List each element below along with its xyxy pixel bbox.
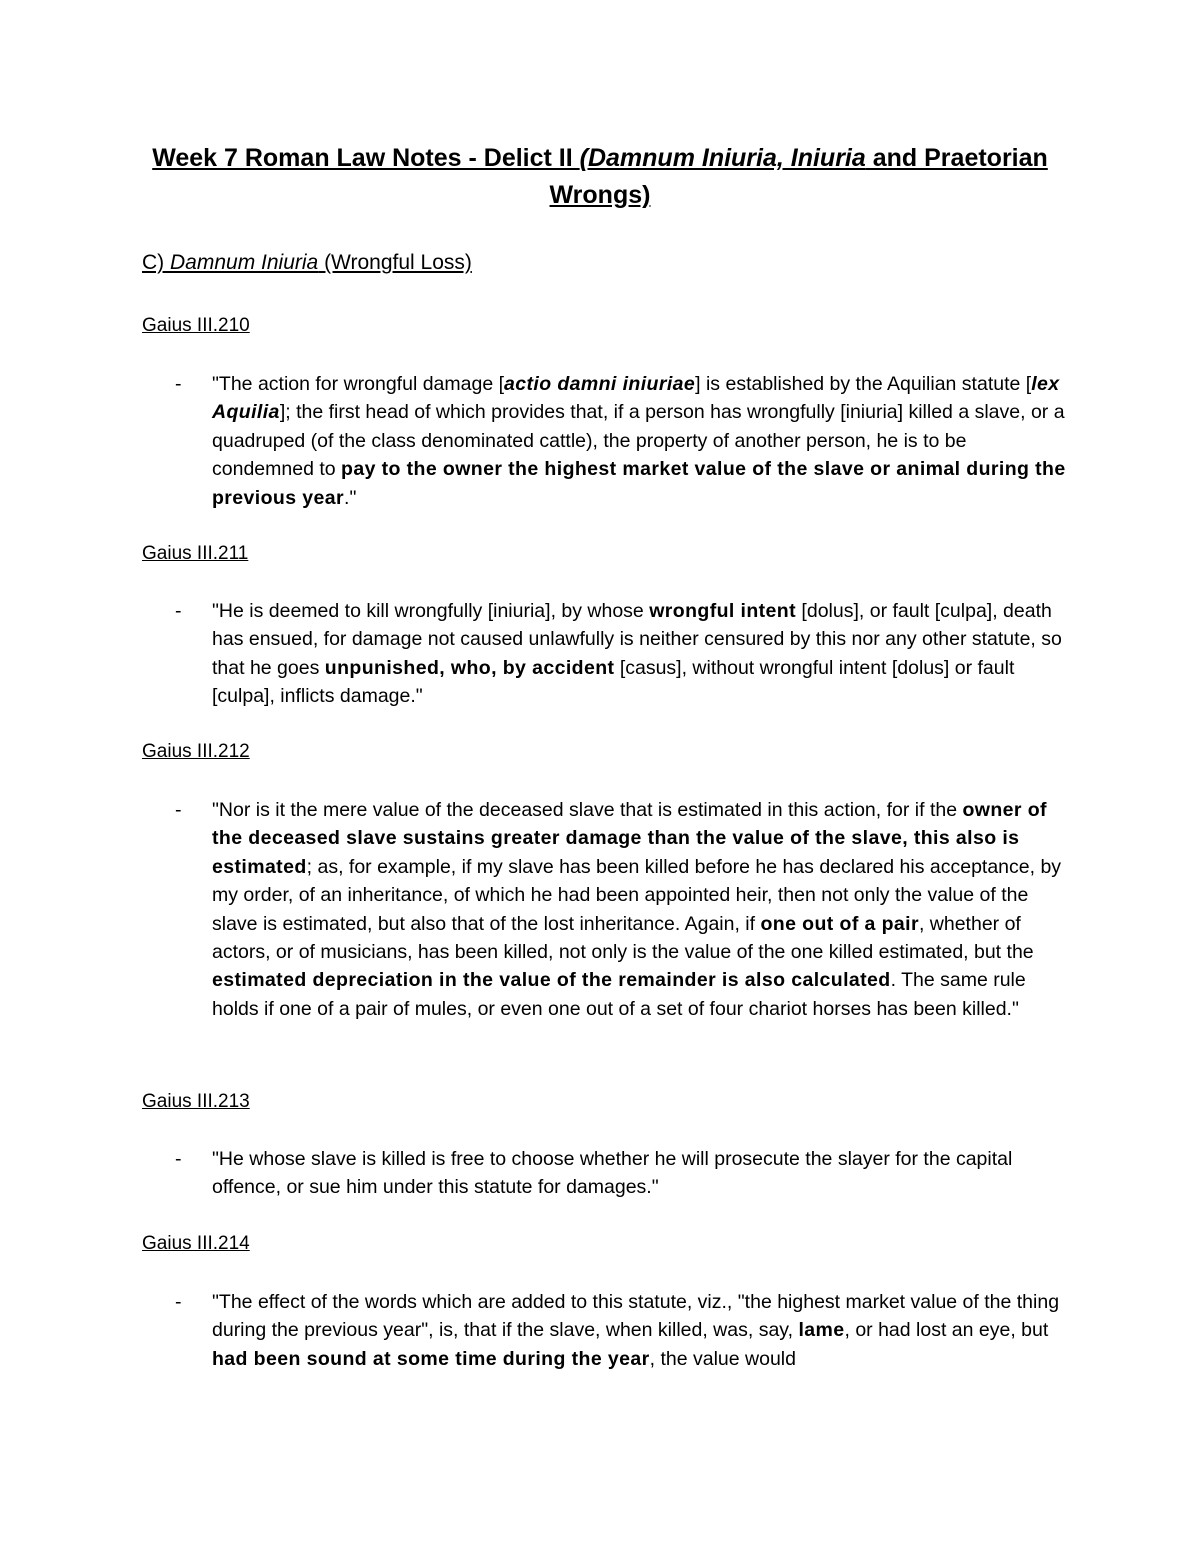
quote-gaius-210 (175, 370, 1072, 512)
quote-gaius-214 (175, 1288, 1072, 1373)
quote-emphasis: owner of the deceased slave sustains greater damage than the value of the slave, this also is estimated (212, 799, 1047, 878)
title-text: Week 7 Roman Law Notes - Delict II (152, 144, 580, 172)
bullet-dash: - (175, 373, 182, 395)
quote-gaius-211 (175, 597, 1072, 711)
quote-text: ; as, for example, if my slave has been killed before he has declared his acceptance, by my order, of an inheritance, of which he had been appointed heir, then not only the value of the slave is estimated, but also that of the lost inheritance. Again, if (212, 855, 1062, 935)
quote-emphasis: one out of a pair (760, 912, 919, 935)
quote-emphasis: actio damni iniuriae (504, 373, 696, 395)
quote-emphasis: had been sound at some time during the year (212, 1347, 650, 1370)
quote-text: ]; the first head of which provides that, if a person has wrongfully [iniuria] killed a slave, or a quadruped (of the class denominated cattle), the property of another person, he is to be condemned to (212, 401, 1065, 481)
bullet-dash: - (175, 1148, 182, 1170)
title-text-end: and Praetorian Wrongs) (549, 144, 1048, 209)
quote-emphasis: lex Aquilia (212, 373, 1060, 424)
quote-emphasis: wrongful intent (649, 600, 797, 622)
bullet-dash: - (175, 799, 182, 821)
quote-text: "The action for wrongful damage [ (212, 373, 504, 395)
bullet-dash: - (175, 600, 182, 622)
quote-text: "The effect of the words which are added to this statute, viz., "the highest market value of the thing during the previous year", is, that if the slave, when killed, was, say, (212, 1291, 1060, 1342)
quote-emphasis: estimated depreciation in the value of the remainder is also calculated (212, 969, 891, 992)
section-prefix: C) (142, 251, 170, 274)
quote-text: ." (344, 486, 357, 509)
quote-emphasis: unpunished, who, by accident (324, 656, 615, 679)
quote-text: ] is established by the Aquilian statute [ (695, 373, 1032, 395)
quote-gaius-212 (175, 796, 1072, 1023)
subheading-gaius-212: Gaius III.212 (142, 741, 250, 762)
section-heading (142, 251, 472, 275)
quote-text: [dolus], or fault [culpa], death has ensued, for damage not caused unlawfully is neither censured by this nor any other statute, so that he goes (212, 600, 1062, 679)
section-suffix: (Wrongful Loss) (318, 251, 472, 274)
subheading-gaius-211: Gaius III.211 (142, 543, 249, 564)
subheading-gaius-213: Gaius III.213 (142, 1091, 250, 1112)
quote-text: "Nor is it the mere value of the deceased slave that is estimated in this action, for if the (212, 799, 963, 821)
quote-text: , whether of actors, or of musicians, has been killed, not only is the value of the one killed estimated, but the (212, 912, 1034, 964)
quote-gaius-213 (175, 1145, 1072, 1202)
quote-text: [casus], without wrongful intent [dolus] or fault [culpa], inflicts damage." (212, 656, 1015, 708)
quote-text: , the value would (649, 1347, 796, 1370)
quote-text: , or had lost an eye, but (844, 1319, 1049, 1342)
quote-text: . The same rule holds if one of a pair of mules, or even one out of a set of four chariot horses has been killed." (212, 969, 1026, 1020)
section-italic: Damnum Iniuria (170, 251, 319, 274)
title-italic-text: (Damnum Iniuria, Iniuria (579, 144, 866, 172)
quote-emphasis: lame (798, 1319, 845, 1342)
subheading-gaius-214: Gaius III.214 (142, 1233, 250, 1254)
quote-emphasis: pay to the owner the highest market value of the slave or animal during the previous year (212, 458, 1066, 509)
quote-text: "He whose slave is killed is free to choose whether he will prosecute the slayer for the capital offence, or sue him under this statute for damages." (212, 1148, 1013, 1199)
page-title (100, 140, 1100, 214)
quote-text: "He is deemed to kill wrongfully [iniuria], by whose (212, 600, 650, 622)
bullet-dash: - (175, 1291, 182, 1313)
subheading-gaius-210: Gaius III.210 (142, 315, 250, 336)
